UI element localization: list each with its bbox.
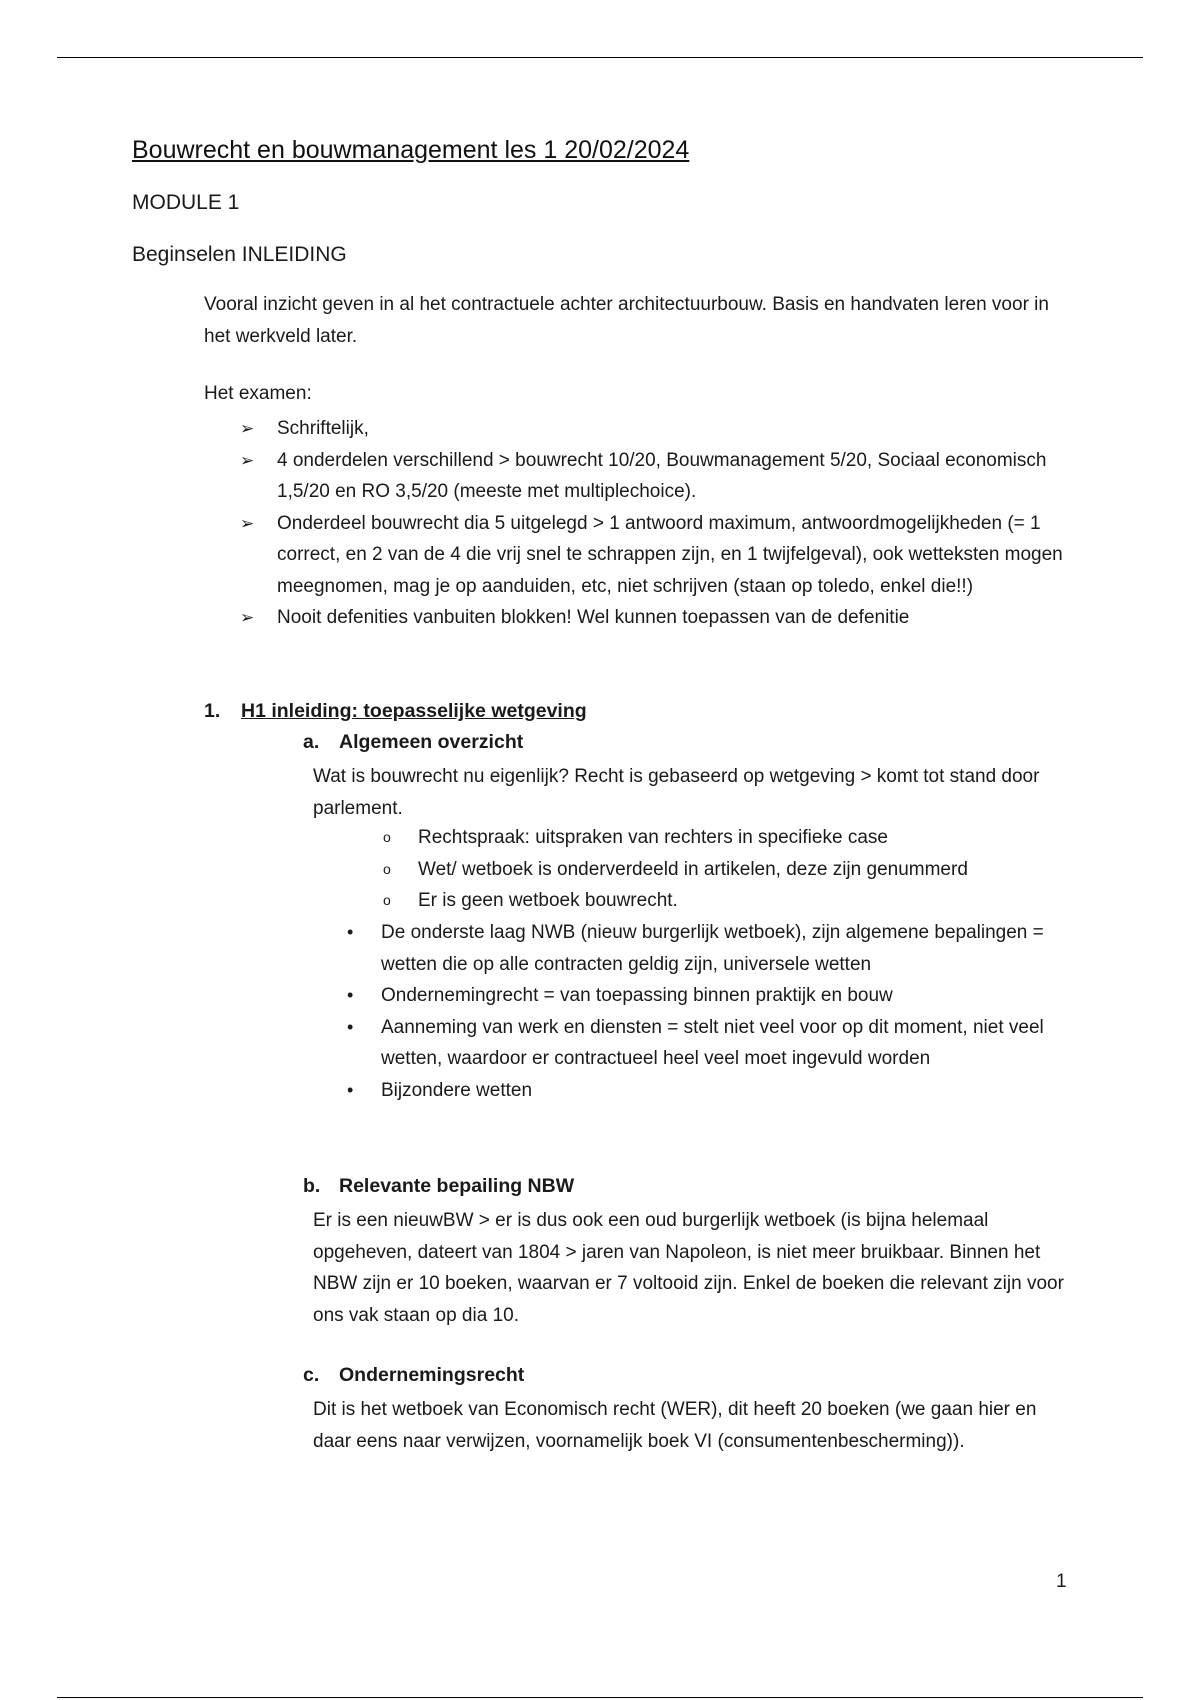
paragraph-c: Dit is het wetboek van Economisch recht (WER), dit heeft 20 boeken (we gaan hier en daar eens naar verwijzen, voornamelijk boek VI (consumentenbescherming)). [313,1399,1037,1452]
paragraph-b: Er is een nieuwBW > er is dus ook een oud burgerlijk wetboek (is bijna helemaal opgeheven, dateert van 1804 > jaren van Napoleon, is niet meer bruikbaar. Binnen het NBW zijn er 10 boeken, waarvan er 7 voltooid zijn. Enkel de boeken die relevant zijn voor ons vak staan op dia 10. [313,1210,1064,1326]
page-number: 1 [1056,1571,1067,1592]
dot-bullet-icon: • [347,1016,354,1037]
header-rule [57,57,1143,58]
list-item: ➢ Nooit defenities vanbuiten blokken! Wel kunnen toepassen van de defenitie [240,602,1080,634]
list-item: o Wet/ wetboek is onderverdeeld in artikelen, deze zijn genummerd [380,854,1080,886]
circle-bullet-icon: o [383,829,391,845]
arrow-bullet-icon: ➢ [240,450,255,470]
paragraph-a: Wat is bouwrecht nu eigenlijk? Recht is gebaseerd op wetgeving > komt tot stand door parlement. [313,766,1040,819]
arrow-bullet-icon: ➢ [240,608,255,627]
circle-bullet-icon: o [383,892,391,908]
arrow-bullet-icon: ➢ [240,513,255,533]
exam-label: Het examen: [204,383,312,404]
subheading-b: b. Relevante bepailing NBW [303,1175,575,1197]
circle-bullet-icon: o [383,860,391,877]
list-item: o Er is geen wetboek bouwrecht. [380,885,1080,917]
circle-list [380,822,1080,917]
intro-paragraph: Vooral inzicht geven in al het contractuele achter architectuurbouw. Basis en handvaten leren voor in het werkveld later. [204,294,1049,347]
chapter-heading: 1. H1 inleiding: toepasselijke wetgeving [204,700,587,722]
list-item: • Aanneming van werk en diensten = stelt niet veel voor op dit moment, niet veel wetten, waardoor er contractueel heel veel moet ingevuld worden [344,1012,1074,1075]
dot-bullet-icon: • [347,1079,354,1100]
list-item: • Ondernemingrecht = van toepassing binnen praktijk en bouw [344,980,1074,1012]
list-item: o Rechtspraak: uitspraken van rechters in specifieke case [380,822,1080,854]
dot-bullet-icon: • [347,985,354,1005]
list-item: ➢ 4 onderdelen verschillend > bouwrecht 10/20, Bouwmanagement 5/20, Sociaal economisch 1,5/20 en RO 3,5/20 (meeste met multiplechoice). [240,445,1080,508]
list-item: ➢ Schriftelijk, [240,413,1080,445]
list-item: ➢ Onderdeel bouwrecht dia 5 uitgelegd > 1 antwoord maximum, antwoordmogelijkheden (= 1 correct, en 2 van de 4 die vrij snel te schrappen zijn, en 1 twijfelgeval), ook wetteksten mogen meegnomen, mag je op aanduiden, etc, niet schrijven (staan op toledo, enkel die!!) [240,508,1080,603]
dot-bullet-icon: • [347,922,354,942]
section-heading: Beginselen INLEIDING [132,243,347,266]
subheading-a: a. Algemeen overzicht [303,731,524,753]
document-title: Bouwrecht en bouwmanagement les 1 20/02/2024 [132,136,690,164]
arrow-bullet-icon: ➢ [240,419,255,438]
footer-rule [57,1697,1143,1698]
list-item: • De onderste laag NWB (nieuw burgerlijk wetboek), zijn algemene bepalingen = wetten die op alle contracten geldig zijn, universele wetten [344,917,1074,980]
subheading-c: c. Ondernemingsrecht [303,1364,525,1386]
bullet-list [344,917,1074,1106]
list-item: • Bijzondere wetten [344,1075,1074,1107]
module-heading: MODULE 1 [132,191,240,214]
exam-list [240,413,1080,634]
